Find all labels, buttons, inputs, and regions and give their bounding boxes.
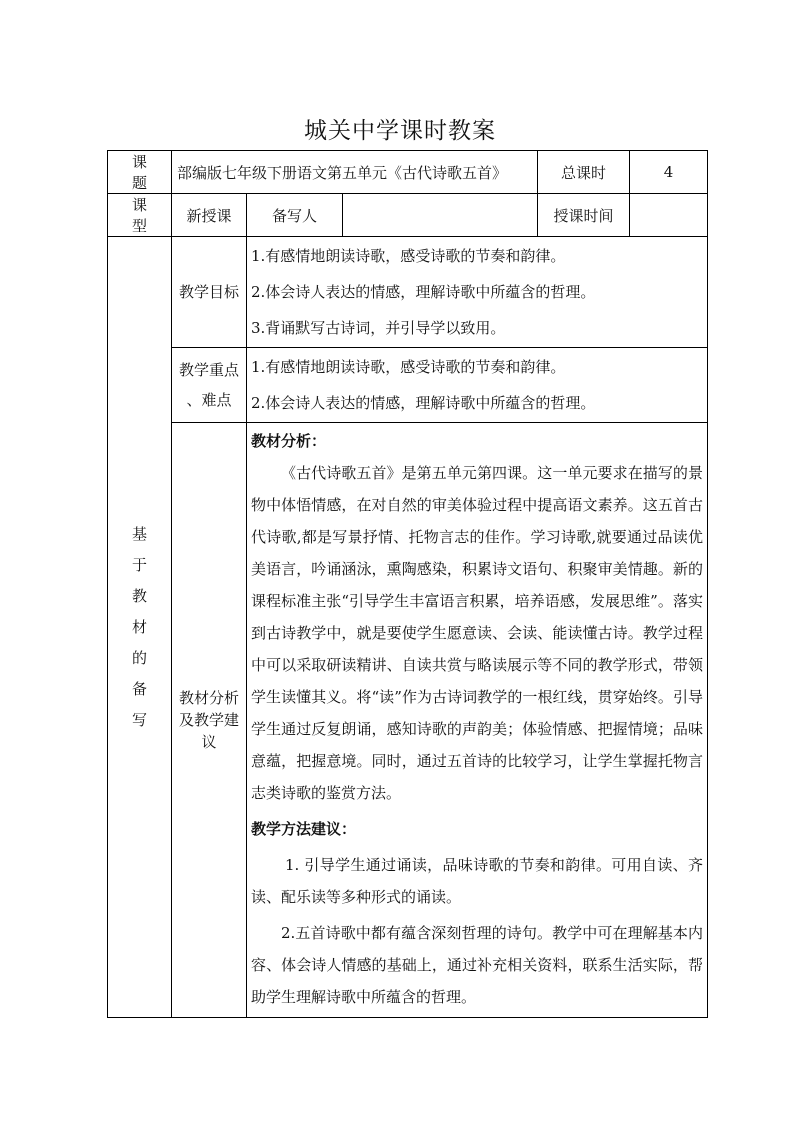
topic-row: [108, 151, 708, 194]
method-heading: 教学方法建议：: [251, 820, 357, 838]
key-points-label-line: 教学重点: [178, 361, 239, 379]
section-label-char: 教: [131, 586, 147, 605]
method-suggestion: 2.五首诗歌中都有蕴含深刻哲理的诗句。教学中可在理解基本内容、体会诗人情感的基础上，通过补充相关资料，联系生活实际，帮助学生理解诗歌中所蕴含的哲理。: [251, 924, 704, 1006]
analysis-row: [108, 423, 708, 1018]
key-points-row: [108, 348, 708, 423]
topic-value: 部编版七年级下册语文第五单元《古代诗歌五首》: [172, 151, 538, 194]
key-points-label-line: 、难点: [186, 391, 232, 409]
time-label: 授课时间: [538, 194, 630, 237]
author-value: [343, 194, 538, 237]
analysis-content: [247, 423, 708, 1018]
analysis-label: [172, 423, 247, 1018]
goals-content: [247, 237, 708, 348]
section-label-char: 材: [131, 617, 147, 636]
total-hours-label: 总课时: [538, 151, 630, 194]
goal-item: 3.背诵默写古诗词，并引导学以致用。: [251, 319, 506, 337]
section-label: [108, 237, 172, 1018]
goal-item: 1.有感情地朗读诗歌，感受诗歌的节奏和韵律。: [251, 247, 566, 265]
author-label: 备写人: [247, 194, 343, 237]
goals-label: 教学目标: [172, 237, 247, 348]
page-title: 城关中学课时教案: [304, 118, 496, 144]
section-label-char: 于: [131, 555, 147, 574]
analysis-label-line: 教材分析: [178, 689, 239, 707]
total-hours-value: 4: [630, 151, 708, 194]
analysis-heading: 教材分析：: [251, 432, 327, 450]
type-label: 课 型: [108, 194, 172, 237]
section-label-char: 备: [131, 679, 147, 698]
lesson-plan-table: [107, 150, 708, 1018]
topic-label: 课 题: [108, 151, 172, 194]
goals-row: [108, 237, 708, 348]
analysis-label-line: 及教学建: [178, 711, 239, 729]
section-label-char: 的: [131, 648, 147, 667]
type-value: 新授课: [172, 194, 247, 237]
time-value: [630, 194, 708, 237]
method-suggestion: 1. 引导学生通过诵读，品味诗歌的节奏和韵律。可用自读、齐读、配乐读等多种形式的诵读。: [251, 856, 704, 906]
key-point-item: 1.有感情地朗读诗歌，感受诗歌的节奏和韵律。: [251, 358, 566, 376]
goal-item: 2.体会诗人表达的情感，理解诗歌中所蕴含的哲理。: [251, 283, 596, 301]
analysis-paragraph: 《古代诗歌五首》是第五单元第四课。这一单元要求在描写的景物中体悟情感，在对自然的审美体验过程中提高语文素养。这五首古代诗歌,都是写景抒情、托物言志的佳作。学习诗歌,就要通过品读优美语言，吟诵涵泳，熏陶感染，积累诗文语句、积聚审美情趣。新的课程标准主张“引导学生丰富语言积累，培养语感，发展思维”。落实到古诗教学中，就是要使学生愿意读、会读、能读懂古诗。教学过程中可以采取研读精讲、自读共赏与略读展示等不同的教学形式，带领学生读懂其义。将“读”作为古诗词教学的一根红线，贯穿始终。引导学生通过反复朗诵，感知诗歌的声韵美；体验情感、把握情境；品味意蕴，把握意境。同时，通过五首诗的比较学习，让学生掌握托物言志类诗歌的鉴赏方法。: [251, 464, 704, 802]
key-points-label: [172, 348, 247, 423]
type-row: [108, 194, 708, 237]
key-point-item: 2.体会诗人表达的情感，理解诗歌中所蕴含的哲理。: [251, 394, 596, 412]
key-points-content: [247, 348, 708, 423]
section-label-char: 基: [131, 524, 147, 543]
section-label-char: 写: [131, 710, 147, 729]
analysis-label-line: 议: [201, 733, 217, 751]
